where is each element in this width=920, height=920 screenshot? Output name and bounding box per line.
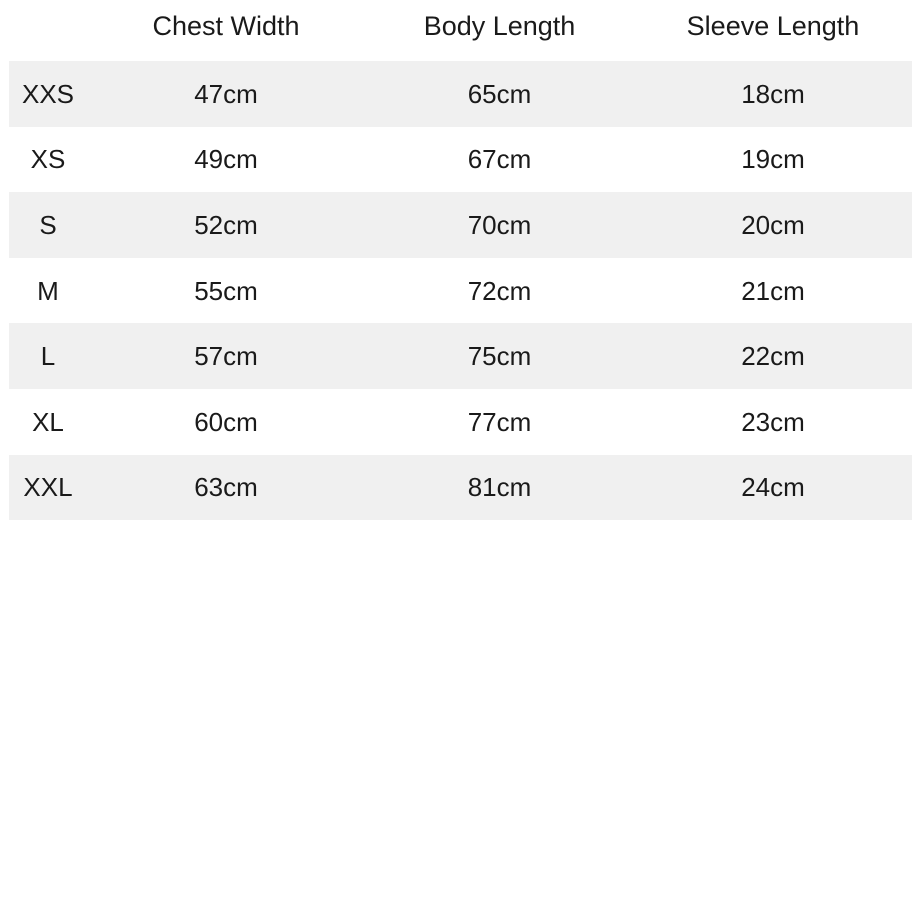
chest-width-value: 49cm — [194, 144, 258, 175]
table-row — [9, 192, 912, 258]
body-length-value: 67cm — [467, 144, 532, 175]
chest-width-value: 55cm — [194, 275, 258, 306]
body-length-value: 72cm — [467, 275, 532, 306]
sleeve-length-value: 23cm — [741, 406, 805, 437]
size-label: S — [39, 209, 57, 240]
body-length-value: 65cm — [467, 78, 532, 109]
size-chart-table — [9, 0, 912, 520]
size-label: XXS — [21, 78, 75, 109]
sleeve-length-value: 19cm — [741, 144, 805, 175]
size-label: XXL — [23, 472, 73, 503]
table-row — [9, 127, 912, 193]
chest-width-value: 63cm — [194, 472, 258, 503]
table-row — [9, 323, 912, 389]
size-label: M — [37, 275, 59, 306]
table-row — [9, 61, 912, 127]
table-header-row — [9, 0, 912, 61]
table-row — [9, 258, 912, 324]
table-row — [9, 455, 912, 521]
size-label: L — [40, 341, 56, 372]
header-sleeve-length: Sleeve Length — [686, 11, 860, 41]
sleeve-length-value: 20cm — [741, 209, 805, 240]
chest-width-value: 57cm — [194, 341, 258, 372]
sleeve-length-value: 18cm — [741, 78, 805, 109]
size-label: XL — [32, 406, 64, 437]
body-length-value: 77cm — [467, 406, 532, 437]
sleeve-length-value: 22cm — [741, 341, 805, 372]
body-length-value: 70cm — [467, 209, 532, 240]
chest-width-value: 47cm — [194, 78, 258, 109]
chest-width-value: 60cm — [194, 406, 258, 437]
chest-width-value: 52cm — [194, 209, 258, 240]
sleeve-length-value: 24cm — [741, 472, 805, 503]
header-chest-width: Chest Width — [152, 11, 300, 41]
header-body-length: Body Length — [423, 11, 576, 41]
table-row — [9, 389, 912, 455]
sleeve-length-value: 21cm — [741, 275, 805, 306]
body-length-value: 75cm — [467, 341, 532, 372]
body-length-value: 81cm — [467, 472, 532, 503]
size-label: XS — [30, 144, 66, 175]
